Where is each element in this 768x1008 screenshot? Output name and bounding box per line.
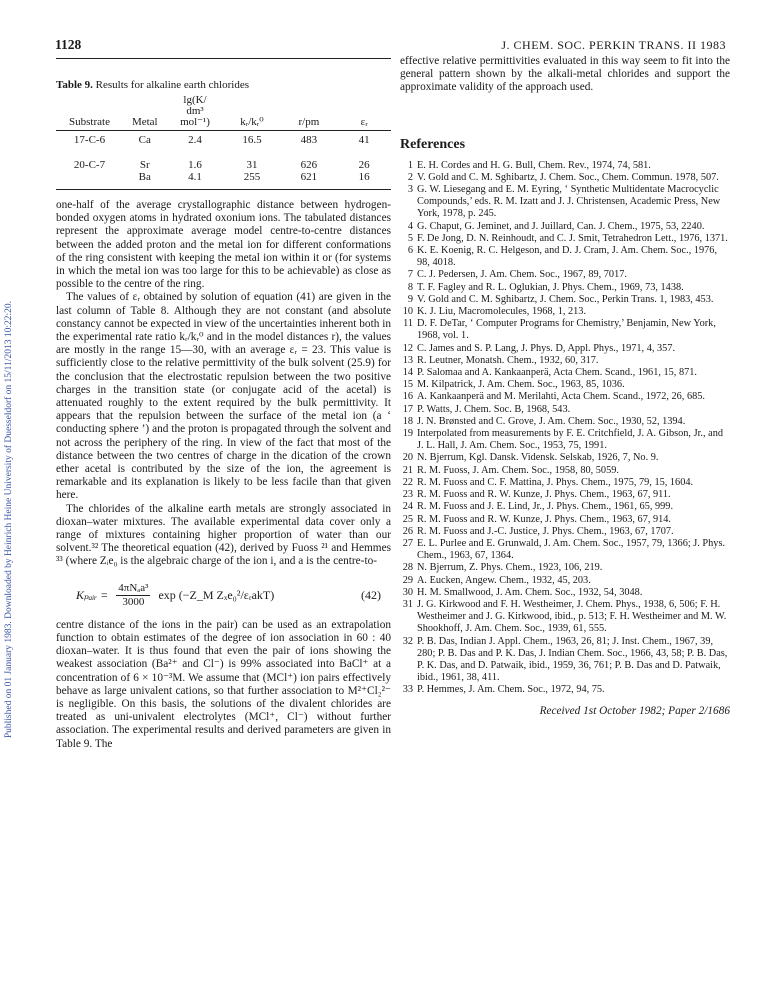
reference-number: 4 [407,220,413,232]
reference-number: 33 [402,684,413,696]
table-cell: 2.4 [188,134,202,146]
reference-item [400,184,730,221]
table-row [56,159,391,171]
reference-item [400,391,730,403]
reference-text: G. W. Liesegang and E. M. Eyring, ‘ Synthetic Multidentate Macrocyclic Compounds,’ eds. R. M. Izatt and J. J. Christensen, Academic Press, New York, 1978, p. 245. [417,184,721,220]
reference-number: 8 [407,281,413,293]
reference-text: C. J. Pedersen, J. Am. Chem. Soc., 1967, 89, 7017. [417,269,627,281]
reference-number: 18 [402,415,413,427]
reference-number: 21 [402,464,413,476]
reference-text: G. Chaput, G. Jeminet, and J. Juillard, Can. J. Chem., 1975, 53, 2240. [417,220,705,232]
reference-text: N. Bjerrum, Kgl. Dansk. Vidensk. Selskab, 1926, 7, No. 9. [417,452,659,464]
reference-text: N. Bjerrum, Z. Phys. Chem., 1923, 106, 219. [417,562,603,574]
table-cell: 41 [358,134,370,146]
reference-text: J. G. Kirkwood and F. H. Westheimer, J. Chem. Phys., 1938, 6, 506; F. H. Westheimer and J. G. Kirkwood, ibid., p. 513; F. H. Westheimer and M. W. Shookhoff, J. Am. Chem. Soc., 1939, 61, 555. [417,598,727,635]
reference-list [400,160,730,697]
table-cell: 16 [358,171,370,183]
reference-number: 24 [402,501,413,513]
reference-text: P. Hemmes, J. Am. Chem. Soc., 1972, 94, 75. [417,684,605,696]
table-cell: 483 [300,134,318,146]
reference-text: A. Kankaanperä and M. Merilahti, Acta Chem. Scand., 1972, 26, 685. [417,391,705,403]
table-cell: 20-C-7 [73,159,106,171]
reference-item [400,245,730,269]
reference-number: 26 [402,525,413,537]
reference-text: M. Kilpatrick, J. Am. Chem. Soc., 1963, 85, 1036. [417,379,625,391]
reference-text: K. J. Liu, Macromolecules, 1968, 1, 213. [417,306,587,318]
reference-number: 14 [402,367,413,379]
reference-number: 23 [402,489,413,501]
reference-item [400,684,730,696]
reference-text: E. L. Purlee and E. Grunwald, J. Am. Chem. Soc., 1957, 79, 1366; J. Phys. Chem., 1963, 67, 1364. [417,537,726,562]
reference-number: 17 [402,403,413,415]
reference-number: 6 [407,245,413,257]
header-metal: Metal [131,116,158,128]
reference-item [400,526,730,538]
equation-fraction [116,582,150,609]
reference-text: Interpolated from measurements by F. E. Critchfield, J. A. Gibson, Jr., and J. L. Hall, J. Am. Chem. Soc., 1953, 75, 1991. [417,428,724,452]
table-cell: Ca [138,134,151,146]
reference-item [400,172,730,184]
page-number: 1128 [55,37,82,52]
reference-item [400,514,730,526]
reference-item [400,233,730,245]
table-cell: 1.6 [188,159,202,171]
reference-item [400,221,730,233]
reference-number: 27 [402,537,413,549]
table-cell: 31 [246,159,258,171]
reference-item [400,294,730,306]
reference-number: 16 [402,391,413,403]
reference-item [400,587,730,599]
reference-number: 3 [407,184,413,196]
reference-number: 11 [403,318,413,330]
reference-text: T. F. Fagley and R. L. Oglukian, J. Phys. Chem., 1969, 73, 1438. [417,281,684,293]
reference-item [400,477,730,489]
reference-number: 25 [402,513,413,525]
reference-text: V. Gold and C. M. Sghibartz, J. Chem. Soc., Perkin Trans. 1, 1983, 453. [417,293,714,305]
header-distance: r/pm [298,116,320,128]
header-lgk: lg(K/ dm³ mol⁻¹) [180,94,210,128]
reference-item [400,636,730,685]
references-heading: References [400,136,466,152]
received-note: Received 1st October 1982; Paper 2/1686 [539,704,730,717]
table-cell: 621 [300,171,318,183]
reference-item [400,160,730,172]
reference-number: 32 [402,635,413,647]
reference-number: 9 [407,293,413,305]
table-cell: Sr [139,159,150,171]
reference-text: V. Gold and C. M. Sghibartz, J. Chem. Soc., Chem. Commun. 1978, 507. [417,171,719,183]
top-rule [56,58,391,59]
reference-item [400,282,730,294]
reference-text: K. E. Koenig, R. C. Helgeson, and D. J. Cram, J. Am. Chem. Soc., 1976, 98, 4018. [417,245,718,269]
reference-number: 30 [402,586,413,598]
reference-item [400,367,730,379]
running-head: J. CHEM. SOC. PERKIN TRANS. II 1983 [501,38,726,52]
table-caption-text: Results for alkaline earth chlorides [95,79,249,91]
reference-item [400,562,730,574]
download-notice [2,110,16,930]
reference-item [400,343,730,355]
paragraph: one-half of the average crystallographic distance between hydrogen-bonded oxygen atoms in hydrated oxonium ions. The tabulated distances represent the approximate average model centre-to-centre distances between the added proton and the metal ion for different conformations of the ring consistent with keeping the metal ion within it or (for systems in which the metal ion was too large for this to be achievable) as close as possible to the centre of the ring. [56,199,391,291]
table-cell: 626 [300,159,318,171]
table-row [56,171,391,183]
reference-item [400,379,730,391]
reference-number: 19 [402,428,413,440]
equation-rhs: exp (−Z_M Zₓe₀²/εᵣakT) [158,587,275,602]
equation-numerator: 4πNₐa³ [118,581,149,594]
reference-number: 1 [407,159,413,171]
table-cell: 4.1 [188,171,202,183]
reference-number: 5 [407,232,413,244]
reference-text: R. M. Fuoss and J. E. Lind, Jr., J. Phys. Chem., 1961, 65, 999. [417,501,674,513]
reference-number: 13 [402,354,413,366]
reference-item [400,575,730,587]
results-table [56,95,391,190]
reference-number: 31 [402,598,413,610]
reference-text: R. Leutner, Monatsh. Chem., 1932, 60, 317. [417,354,599,366]
reference-item [400,404,730,416]
header-permittivity: εᵣ [360,116,368,128]
reference-item [400,318,730,342]
paragraph: centre distance of the ions in the pair) can be used as an extrapolation function to obtain estimates of the degree of ion association in 60 : 40 dioxan–water. It is thus found that even the pair of ions showing the weakest association (Ba²⁺ and Cl⁻) is 99% associated into BaCl⁺ at a concentration of 6 × 10⁻³M. We assume that (MCl⁺) ion pairs effectively behave as large univalent cations, so that further association to M²⁺Cl₂²⁻ is negligible. On this basis, the solutions of the divalent chlorides are treated as uni-univalent electrolytes (MCl⁺, Cl⁻) without further association. The experimental results and derived parameters are given in Table 9. The [56,618,391,750]
reference-item [400,501,730,513]
reference-text: R. M. Fuoss and R. W. Kunze, J. Phys. Chem., 1963, 67, 914. [417,513,672,525]
reference-number: 7 [407,269,413,281]
reference-text: C. James and S. P. Lang, J. Phys. D, Appl. Phys., 1971, 4, 357. [417,342,676,354]
reference-number: 10 [402,306,413,318]
table-caption [56,79,391,91]
reference-text: R. M. Fuoss and J.-C. Justice, J. Phys. Chem., 1963, 67, 1707. [417,525,674,537]
paragraph: The chlorides of the alkaline earth metals are strongly associated in dioxan–water mixtures. The available experimental data cover only a range of mixtures containing higher proportion of water than our solvent.³² The theoretical equation (42), derived by Fuoss ²¹ and Hemmes ³³ (where Zᵢe₀ is the algebraic charge of the ion i, and a is the centre-to- [56,502,391,568]
reference-text: A. Eucken, Angew. Chem., 1932, 45, 203. [417,574,591,586]
paragraph: The values of εᵣ obtained by solution of equation (41) are given in the last column of Table 8. Although they are not constant (and absolute constancy cannot be expected in view of the uncertainties inherent both in the experimental rate ratio kᵣ/kᵣ⁰ and in the model distances r), the values are mostly in the range 15—30, with an average εᵣ = 23. This value is sufficiently close to the relative permittivity of the bulk solvent (25.9) for the conclusion that the electrostatic repulsion between the two positive charges in the transition state (or conjugate acid of the acetal) is attenuated roughly to the extent required by the bulk permittivity. It appears that the repulsion between the surface of the metal ion (a ‘ conducting sphere ’) and the proton is propagated through the solvent and not across the periphery of the ring. In view of the fact that most of the distance between the two centres of charge in the dication of the crown ether acetal is contributed by the size of the ion, the agreement is remarkable and its explanation is likely to be less facile than that given here. [56,291,391,502]
reference-item [400,306,730,318]
table-cell: 16.5 [242,134,262,146]
reference-text: R. M. Fuoss and R. W. Kunze, J. Phys. Chem., 1963, 67, 911. [417,489,671,501]
reference-number: 22 [402,476,413,488]
reference-item [400,489,730,501]
table-cell: 255 [243,171,261,183]
reference-text: R. M. Fuoss and C. F. Mattina, J. Phys. Chem., 1975, 79, 15, 1604. [417,476,694,488]
reference-text: D. F. DeTar, ‘ Computer Programs for Chemistry,’ Benjamin, New York, 1968, vol. 1. [417,318,716,342]
table-cell: Ba [138,171,151,183]
reference-text: F. De Jong, D. N. Reinhoudt, and C. J. Smit, Tetrahedron Lett., 1976, 1371. [417,232,728,244]
table-cell: 26 [358,159,370,171]
table-row [56,134,391,146]
reference-number: 15 [402,379,413,391]
reference-text: H. M. Smallwood, J. Am. Chem. Soc., 1932, 54, 3048. [417,586,643,598]
left-body-text [56,199,391,751]
reference-item [400,269,730,281]
equation-lhs: Kₚₐᵢᵣ = [76,587,109,602]
reference-number: 2 [407,171,413,183]
equation-42 [76,582,381,609]
reference-text: P. Watts, J. Chem. Soc. B, 1968, 543. [417,403,571,415]
header-substrate: Substrate [69,116,110,128]
reference-item [400,428,730,452]
reference-number: 28 [402,562,413,574]
reference-item [400,452,730,464]
reference-item [400,465,730,477]
reference-number: 20 [402,452,413,464]
header-rate-ratio: kᵣ/kᵣ⁰ [240,116,264,128]
reference-item [400,538,730,562]
reference-text: E. H. Cordes and H. G. Bull, Chem. Rev., 1974, 74, 581. [417,159,651,171]
table-cell [56,171,123,183]
table-bottom-rule [56,189,391,190]
reference-text: J. N. Brønsted and C. Grove, J. Am. Chem. Soc., 1930, 52, 1394. [417,415,686,427]
download-notice-text: Published on 01 January 1983. Downloaded by Heinrich Heine University of Duesseldorf on 15/11/2013 10:22:20. [4,301,14,739]
left-column [56,58,391,751]
reference-item [400,599,730,636]
right-column [400,55,730,717]
equation-number: (42) [361,587,381,602]
reference-text: R. M. Fuoss, J. Am. Chem. Soc., 1958, 80, 5059. [417,464,619,476]
reference-number: 12 [402,342,413,354]
reference-number: 29 [402,574,413,586]
table-header-row [56,95,391,130]
paragraph: effective relative permittivities evaluated in this way seem to fit into the general pattern shown by the alkali-metal chlorides and support the approximate validity of the approach used. [400,55,730,94]
reference-item [400,355,730,367]
table-label: Table 9. [56,79,93,91]
reference-item [400,416,730,428]
table-cell: 17-C-6 [73,134,106,146]
reference-text: P. B. Das, Indian J. Appl. Chem., 1963, 26, 81; J. Inst. Chem., 1967, 39, 280; P. B. Das and P. K. Das, J. Indian Chem. Soc., 1966, 43, 58; P. B. Das, P. K. Das, and D. Patwaik, ibid., 1959, 36, 761; P. B. Das and D. Patwaik, ibid., 1961, 38, 411. [417,635,728,684]
equation-denominator: 3000 [122,595,145,608]
reference-text: P. Salomaa and A. Kankaanperä, Acta Chem. Scand., 1961, 15, 871. [417,367,697,379]
